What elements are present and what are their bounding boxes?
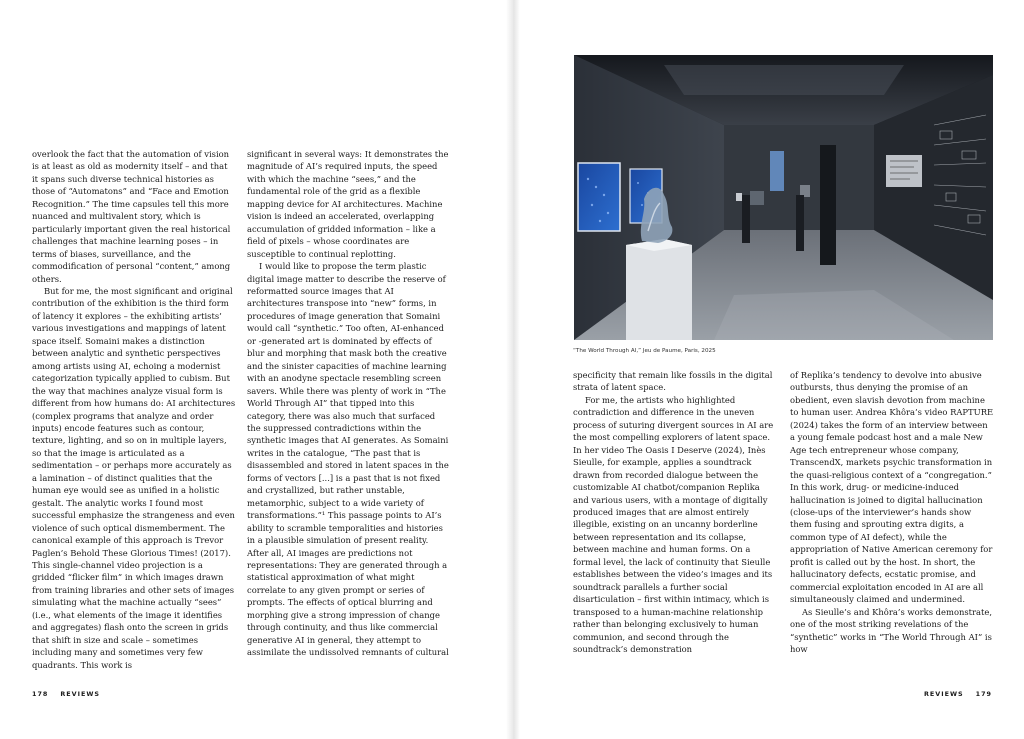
page-number: 179 bbox=[975, 690, 992, 698]
folio-left bbox=[32, 690, 100, 698]
paragraph: of Replika’s tendency to devolve into abusive outbursts, thus denying the promise of an obedient, even slavish devotion from machine to human user. Andrea Khôra’s video RAPTURE (2024) takes the form of an interview between a young female podcast host and a male New Age tech entrepreneur whose company, TranscendX, markets psychic transformation in the quasi-religious context of a “congregation.” In this work, drug- or medicine-induced hallucination is joined to digital hallucination (close-ups of the interviewer’s hands show them fusing and sprouting extra digits, a common type of AI defect), while the appropriation of Native American ceremony for profit is called out by the host. In short, the hallucinatory defects, ecstatic promise, and commercial exploitation encoded in AI are all simultaneously claimed and undermined. bbox=[790, 370, 994, 605]
left-page-column-2 bbox=[247, 148, 451, 659]
paragraph: As Sieulle’s and Khôra’s works demonstrate, one of the most striking revelations of the “synthetic” works in “The World Through AI” is how bbox=[790, 606, 993, 654]
page-gutter bbox=[506, 0, 520, 739]
right-page-column-1 bbox=[573, 369, 777, 655]
paragraph: significant in several ways: It demonstrates the magnitude of AI’s required inputs, the speed with which the machine “sees,” and the fundamental role of the grid as a flexible mapping device for AI architectures. Machine vision is indeed an accelerated, overlapping accumulation of gridded information – like a field of pixels – whose coordinates are susceptible to continual replotting. bbox=[247, 149, 449, 259]
paragraph: But for me, the most significant and original contribution of the exhibition is the third form of latency it explores – the exhibiting artists’ various investigations and mappings of latent space itself. Somaini makes a distinction between analytic and synthetic perspectives among artists using AI, echoing a modernist categorization typically applied to cubism. But the way that machines analyze visual form is different from how humans do: AI architectures (complex programs that analyze and order inputs) encode features such as contour, texture, lighting, and so on in multiple layers, so that the image is articulated as a sedimentation – or perhaps more accurately as a lamination – of distinct qualities that the human eye would see as unified in a holistic gestalt. The analytic works I found most successful emphasize the strangeness and even violence of such optical dismemberment. The canonical example of this approach is Trevor Paglen’s Behold These Glorious Times! (2017). This single-channel video projection is a gridded “flicker film” in which images drawn from training libraries and other sets of images simulating what the machine actually “sees” (i.e., what elements of the image it identifies and aggregates) flash onto the screen in grids that shift in size and scale – sometimes including many and sometimes very few quadrants. This work is bbox=[32, 285, 236, 670]
section-label: REVIEWS bbox=[924, 690, 964, 698]
photo-caption: “The World Through AI,” Jeu de Paume, Paris, 2025 bbox=[573, 348, 716, 354]
paragraph: specificity that remain like fossils in the digital strata of latent space. bbox=[573, 370, 773, 393]
exhibition-photo bbox=[574, 55, 993, 340]
left-page-column-1 bbox=[32, 148, 236, 671]
folio-right bbox=[924, 690, 992, 698]
paragraph: I would like to propose the term plastic digital image matter to describe the reserve of reformatted source images that AI architectures transpose into “new” forms, in procedures of image generation that Somaini would call “synthetic.” Too often, AI-enhanced or -generated art is dominated by effects of blur and morphing that mask both the creative and the sinister capacities of machine learning with an anodyne spectacle resembling screen savers. While there was plenty of work in “The World Through AI” that tipped into this category, there was also much that surfaced the suppressed contradictions within the synthetic images that AI generates. As Somaini writes in the catalogue, “The past that is disassembled and stored in latent spaces in the forms of vectors [...] is a past that is not fixed and crystallized, but rather unstable, metamorphic, subject to a wide variety of transformations.”¹ This passage points to AI’s ability to scramble temporalities and histories in a plausible simulation of present reality. After all, AI images are predictions not representations: They are generated through a statistical approximation of what might correlate to any given prompt or series of prompts. The effects of optical blurring and morphing give a strong impression of change through continuity, and thus like commercial generative AI in general, they attempt to assimilate the undissolved remnants of cultural bbox=[247, 261, 449, 658]
page-number: 178 bbox=[32, 690, 49, 698]
right-page-column-2 bbox=[790, 369, 994, 655]
paragraph: overlook the fact that the automation of vision is at least as old as modernity itself – and that it spans such diverse technical histories as those of “Automatons” and “Face and Emotion Recognition.” The time capsules tell this more nuanced and multivalent story, which is particularly important given the real historical challenges that machine learning poses – in terms of biases, surveillance, and the commodification of personal “content,” among others. bbox=[32, 149, 231, 284]
section-label: REVIEWS bbox=[60, 690, 100, 698]
paragraph: For me, the artists who highlighted contradiction and difference in the uneven process of suturing divergent sources in AI are the most compelling explorers of latent space. In her video The Oasis I Deserve (2024), Inès Sieulle, for example, applies a soundtrack drawn from recorded dialogue between the customizable AI chatbot/companion Replika and various users, with a montage of digitally produced images that are almost entirely illegible, existing on an uncanny borderline between representation and its collapse, between machine and human forms. On a formal level, the lack of continuity that Sieulle establishes between the video’s images and its soundtrack parallels a further social disarticulation – first within intimacy, which is transposed to a human-machine relationship rather than belonging exclusively to human communion, and second through the soundtrack’s demonstration bbox=[573, 394, 774, 654]
